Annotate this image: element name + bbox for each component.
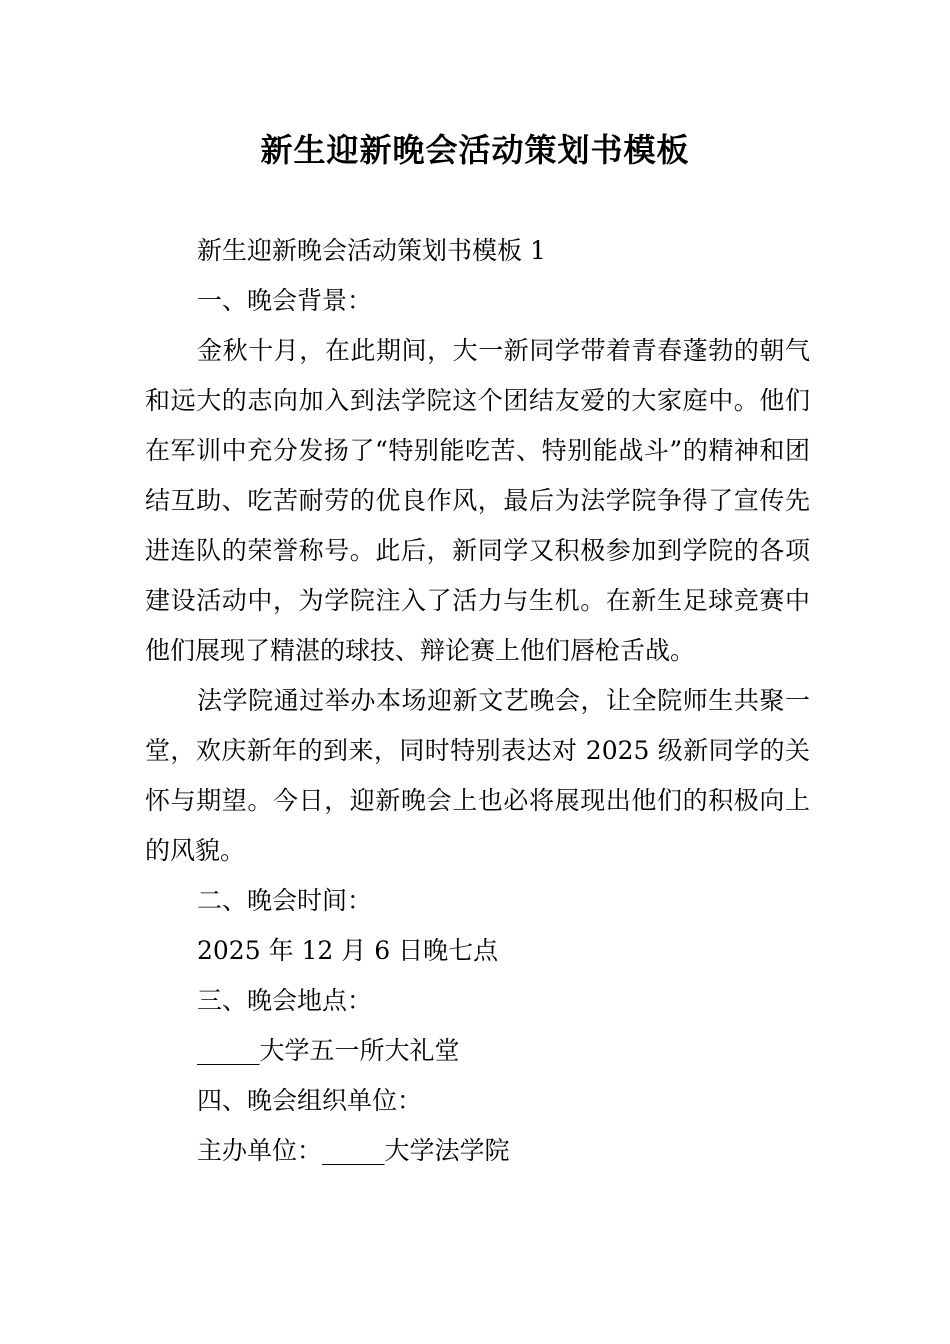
paragraph-purpose: 法学院通过举办本场迎新文艺晚会，让全院师生共聚一堂，欢庆新年的到来，同时特别表达对 2025 级新同学的关怀与期望。今日，迎新晚会上也必将展现出他们的积极向上的风貌。: [145, 686, 810, 865]
document-title: 新生迎新晚会活动策划书模板: [260, 131, 690, 169]
section-heading-time: 二、晚会时间：: [197, 886, 373, 915]
document-subtitle: 新生迎新晚会活动策划书模板 1: [197, 236, 546, 265]
document-body: [145, 226, 810, 1176]
section-heading-venue: 三、晚会地点：: [197, 986, 373, 1015]
event-time: 2025 年 12 月 6 日晚七点: [197, 936, 499, 965]
section-heading-background: 一、晚会背景：: [197, 286, 373, 315]
event-venue: _____大学五一所大礼堂: [197, 1036, 460, 1065]
paragraph-background: 金秋十月，在此期间，大一新同学带着青春蓬勃的朝气和远大的志向加入到法学院这个团结友爱的大家庭中。他们在军训中充分发扬了“特别能吃苦、特别能战斗”的精神和团结互助、吃苦耐劳的优良作风，最后为法学院争得了宣传先进连队的荣誉称号。此后，新同学又积极参加到学院的各项建设活动中，为学院注入了活力与生机。在新生足球竞赛中他们展现了精湛的球技、辩论赛上他们唇枪舌战。: [145, 336, 810, 665]
event-organizer: 主办单位：_____大学法学院: [197, 1136, 510, 1165]
section-heading-organizer: 四、晚会组织单位：: [197, 1086, 423, 1115]
